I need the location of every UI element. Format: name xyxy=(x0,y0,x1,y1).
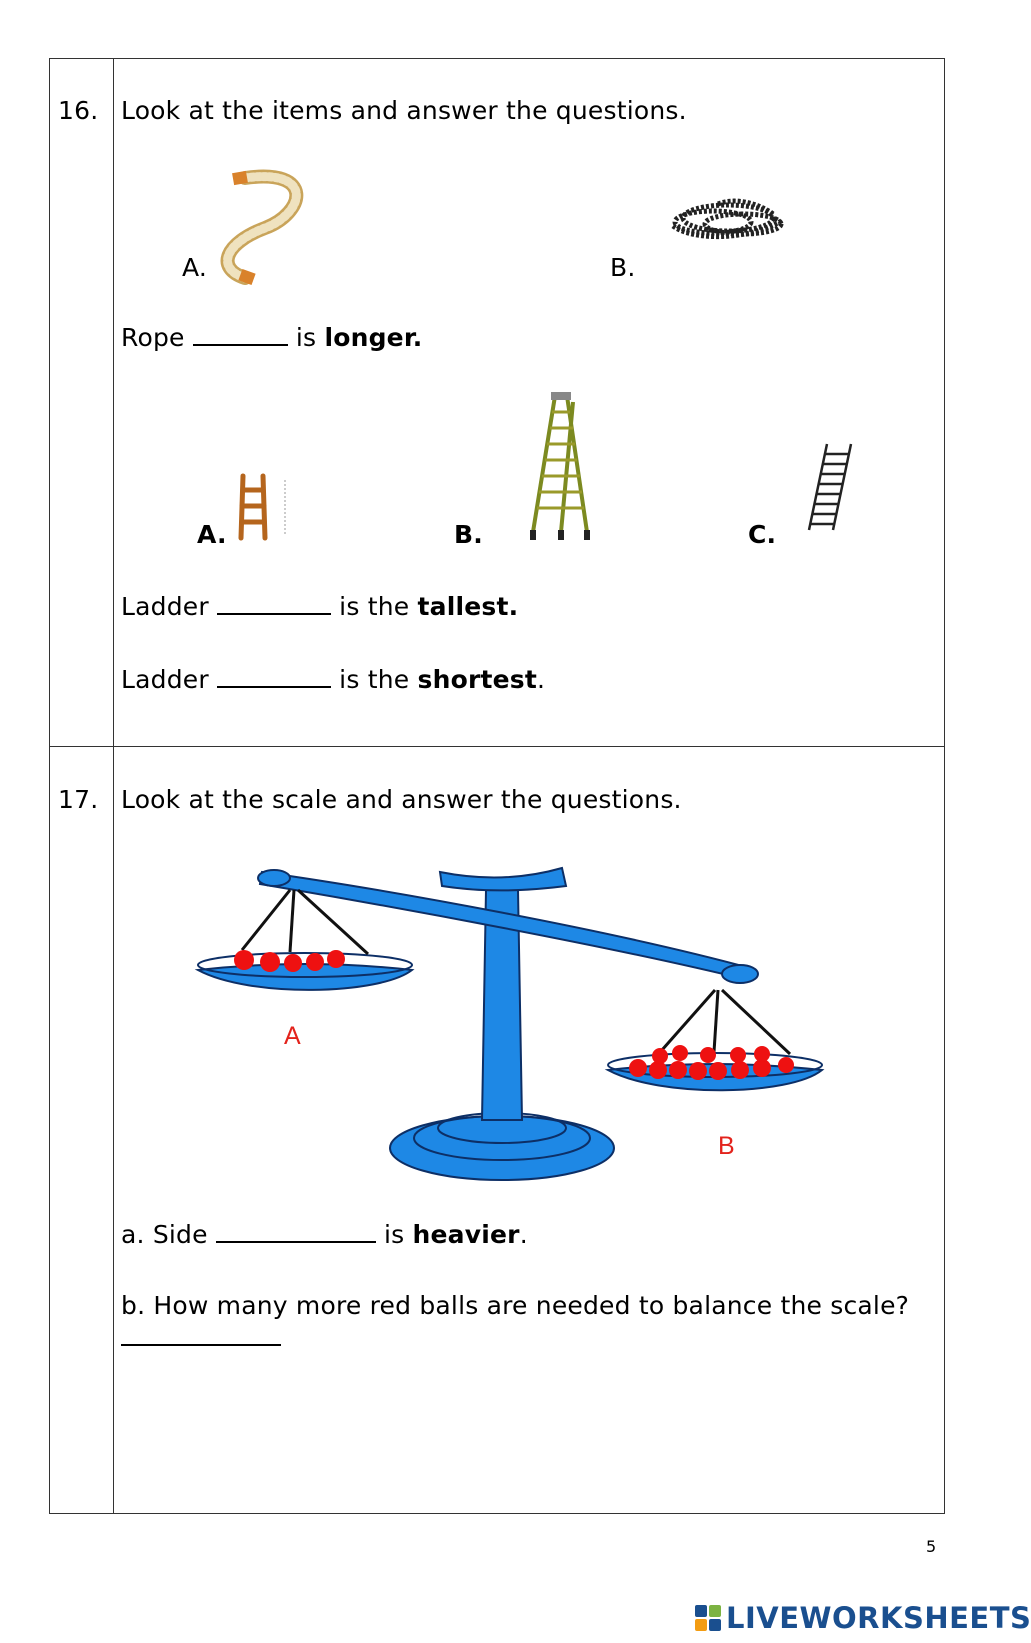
shortest-question-emphasis: shortest xyxy=(417,665,538,694)
question-16-prompt: Look at the items and answer the questions. xyxy=(121,96,687,125)
rope-answer-blank[interactable] xyxy=(193,322,288,346)
rope-question-start: Rope xyxy=(121,323,185,352)
liveworksheets-wordmark: LIVEWORKSHEETS xyxy=(726,1601,1031,1635)
ladder-b-label: B. xyxy=(454,520,483,549)
part-a-start: a. Side xyxy=(121,1220,208,1249)
question-17-prompt: Look at the scale and answer the questions. xyxy=(121,785,682,814)
tallest-answer-blank[interactable] xyxy=(217,591,331,615)
balance-scale-image xyxy=(190,850,860,1190)
pan-a-label: A xyxy=(284,1022,301,1050)
question-16-number: 16. xyxy=(58,96,99,125)
part-b-question: b. How many more red balls are needed to balance the scale? xyxy=(121,1291,910,1320)
rope-b-image xyxy=(668,196,788,246)
shortest-question xyxy=(121,664,545,694)
tallest-question-mid: is the xyxy=(339,592,410,621)
rope-question xyxy=(121,322,423,352)
ladder-b-image xyxy=(525,392,600,544)
shortest-question-mid: is the xyxy=(339,665,410,694)
ladder-a-label: A. xyxy=(197,520,227,549)
part-b-answer-blank[interactable] xyxy=(121,1344,281,1346)
shortest-question-end: . xyxy=(537,665,546,694)
tallest-question-emphasis: tallest xyxy=(417,592,509,621)
row-divider xyxy=(49,746,945,747)
part-a-mid: is xyxy=(384,1220,405,1249)
question-17-number: 17. xyxy=(58,785,99,814)
part-a-answer-blank[interactable] xyxy=(216,1219,376,1243)
ladder-c-label: C. xyxy=(748,520,777,549)
page-number: 5 xyxy=(926,1537,937,1556)
ladder-a-image xyxy=(235,472,293,542)
part-a-emphasis: heavier xyxy=(412,1220,520,1249)
rope-question-end: . xyxy=(412,323,423,352)
pan-b-label: B xyxy=(718,1132,735,1160)
shortest-question-start: Ladder xyxy=(121,665,209,694)
liveworksheets-logo[interactable] xyxy=(694,1602,1031,1634)
tallest-question xyxy=(121,591,518,621)
shortest-answer-blank[interactable] xyxy=(217,664,331,688)
part-a-question xyxy=(121,1219,528,1249)
rope-question-emphasis: longer xyxy=(324,323,413,352)
column-divider xyxy=(113,58,114,1514)
part-a-end: . xyxy=(519,1220,528,1249)
liveworksheets-icon xyxy=(694,1604,722,1632)
rope-a-image xyxy=(205,168,315,288)
tallest-question-start: Ladder xyxy=(121,592,209,621)
rope-a-label: A. xyxy=(182,253,208,282)
tallest-question-end: . xyxy=(508,592,519,621)
rope-b-label: B. xyxy=(610,253,636,282)
rope-question-mid: is xyxy=(295,323,317,352)
ladder-c-image xyxy=(805,438,860,534)
